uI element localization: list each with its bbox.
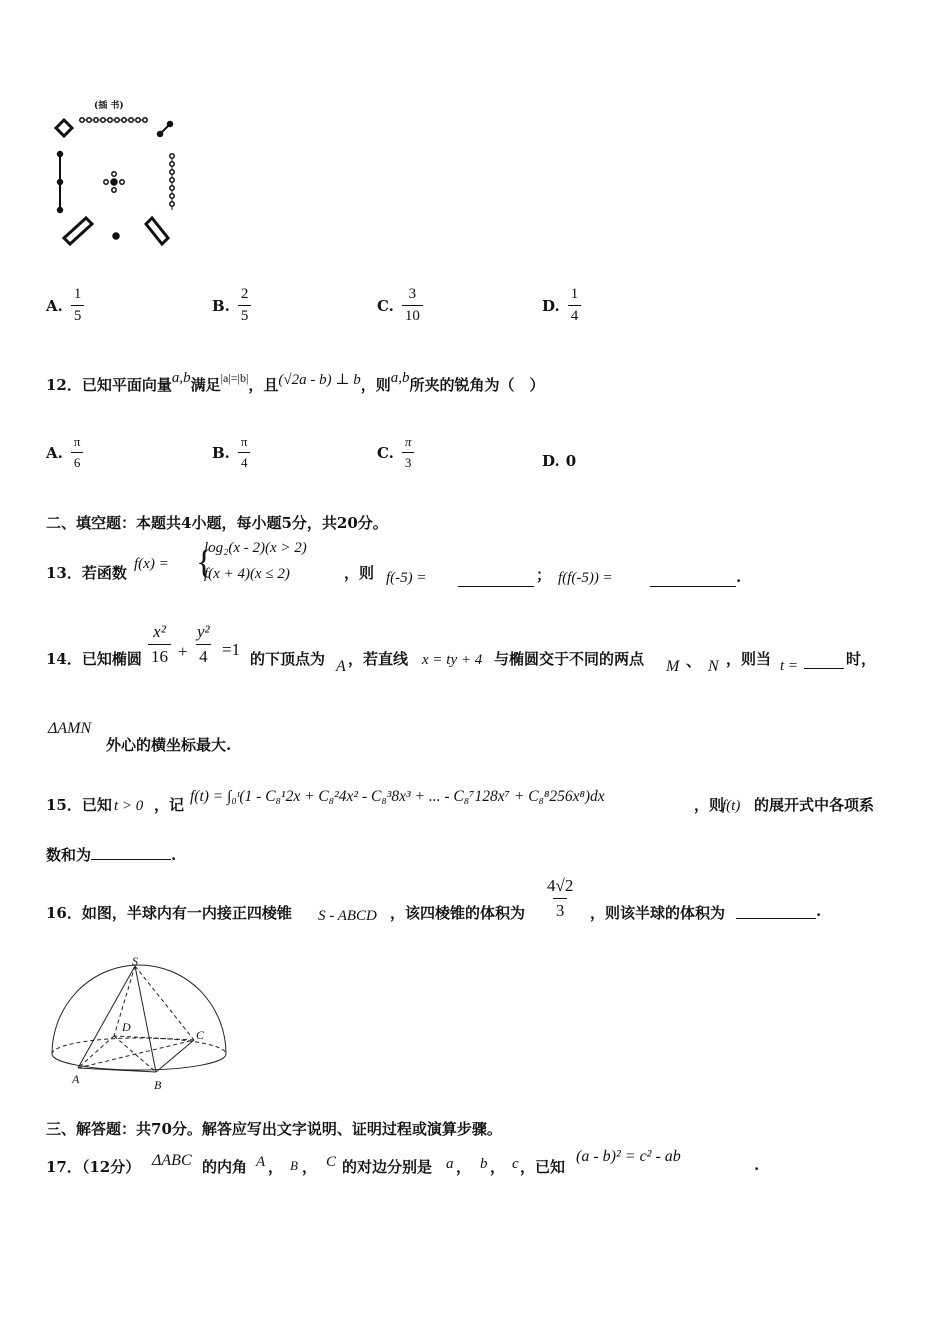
q12-option-a[interactable]: A. $\frac{\pi}{6}$ [46, 434, 85, 471]
q11-option-a[interactable]: A. $\frac{1}{5}$ [46, 286, 86, 325]
fraction: $\frac{\pi}{3}$ [402, 434, 415, 471]
q11-option-c[interactable]: C. $\frac{3}{10}$ [377, 286, 425, 325]
fraction: $\frac{\pi}{4}$ [238, 434, 251, 471]
q11-figure [48, 98, 188, 248]
q11-option-b[interactable]: B. $\frac{2}{5}$ [212, 286, 253, 325]
hemisphere-figure: S D C A B [46, 954, 236, 1096]
q13-blank-2[interactable] [650, 586, 736, 587]
dot-diagram [48, 98, 188, 248]
fraction: $\frac{\text{y²}}{4}$ [197, 622, 210, 666]
fraction: $\frac{2}{5}$ [238, 286, 252, 325]
q15-blank[interactable] [91, 859, 171, 860]
fraction: $\frac{3}{10}$ [402, 286, 423, 325]
question-15-continued: 数和为 . [46, 846, 177, 864]
q12-option-c[interactable]: C. $\frac{\pi}{3}$ [377, 434, 416, 471]
fraction: $\frac{\text{x²}}{16}$ [148, 622, 171, 667]
fraction: $\frac{\pi}{6}$ [71, 434, 84, 471]
q14-blank[interactable] [804, 668, 844, 669]
q11-option-d[interactable]: D. $\frac{1}{4}$ [542, 286, 583, 325]
section-2-heading: 二、填空题：本题共4小题，每小题5分，共20分。 [46, 514, 388, 532]
q12-option-d[interactable]: D. 0 [542, 452, 577, 470]
q13-blank-1[interactable] [458, 586, 534, 587]
figure-caption: (插 书) [94, 101, 124, 111]
section-3-heading: 三、解答题：共70分。解答应写出文字说明、证明过程或演算步骤。 [46, 1120, 502, 1138]
fraction: $\frac{1}{4}$ [568, 286, 582, 325]
fraction: $\frac{1}{5}$ [71, 286, 85, 325]
q12-option-b[interactable]: B. $\frac{\pi}{4}$ [212, 434, 252, 471]
fraction: $\frac{4√2}{3}$ [547, 876, 574, 920]
question-12: 12．已知平面向量a,b满足$^{|a|=|b|}$，且(√2a - b) ⊥ b，则a,b所夹的锐角为（ ） [46, 370, 545, 394]
q16-blank[interactable] [736, 918, 816, 919]
